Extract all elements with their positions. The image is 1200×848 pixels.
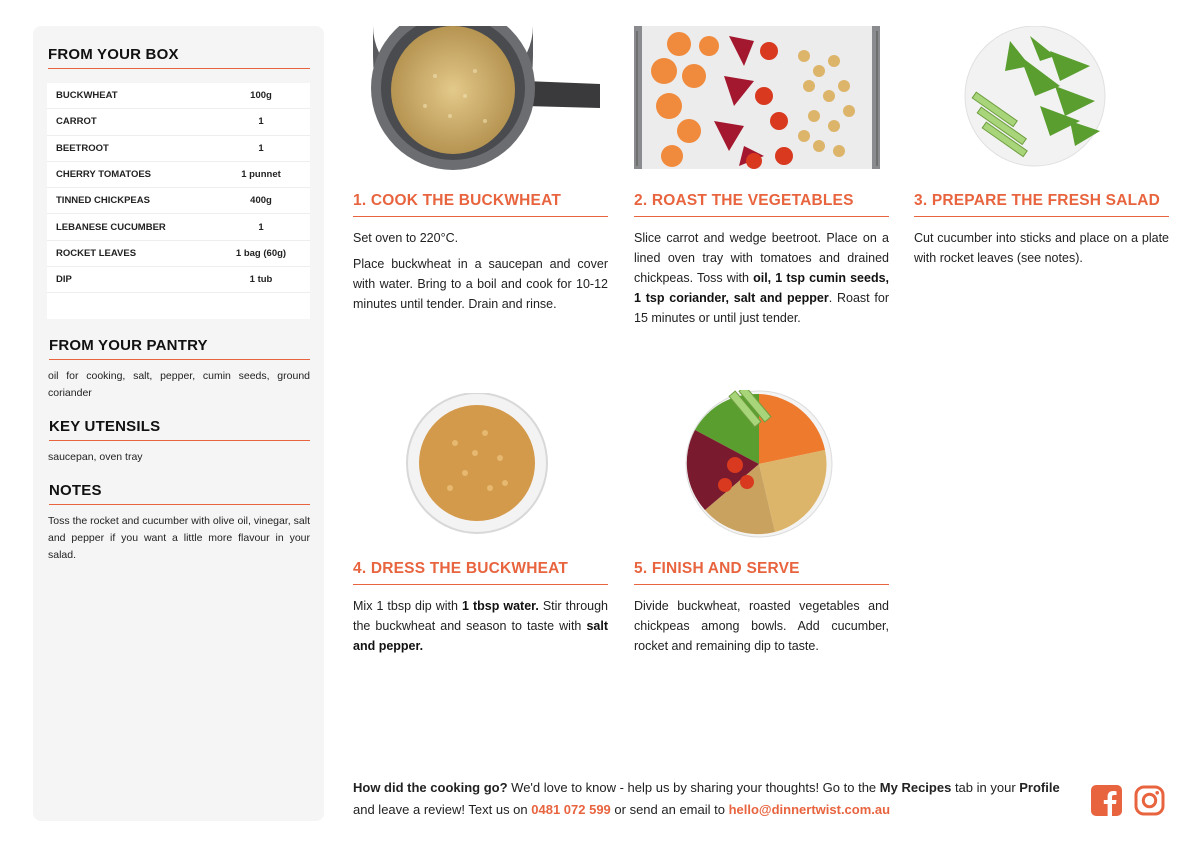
utensils-section: [47, 418, 310, 466]
feedback-question: How did the cooking go?: [353, 780, 508, 795]
ingredient-name: TINNED CHICKPEAS: [56, 195, 150, 207]
step-4-body: [353, 596, 608, 656]
ingredient-qty: 1 punnet: [241, 169, 281, 181]
step-2-text-bold: oil, 1 tsp cumin seeds, 1 tsp coriander, salt and pepper: [634, 271, 890, 305]
feedback-text-3: and leave a review! Text us on: [353, 802, 532, 817]
ingredient-name: BEETROOT: [56, 142, 109, 154]
buckwheat-bowl-photo: [405, 393, 550, 538]
step-4-text-a: Mix 1 tbsp dip with: [353, 599, 463, 613]
step-2: [634, 192, 889, 334]
step-1: [353, 192, 608, 320]
step-3-text: Cut cucumber into sticks and place on a plate with rocket leaves (see notes).: [914, 231, 1169, 265]
facebook-icon[interactable]: [1091, 785, 1122, 816]
step-4-text-bold-2: salt and pepper.: [353, 619, 608, 653]
ingredient-row: [47, 214, 310, 240]
ingredient-name: CARROT: [56, 116, 97, 128]
ingredient-qty: 100g: [250, 90, 272, 102]
ingredient-qty: 400g: [250, 195, 272, 207]
ingredients-table: [47, 83, 310, 319]
feedback-text-4: or send an email to: [610, 802, 729, 817]
ingredient-qty: 1: [258, 142, 264, 154]
finished-bowl-photo: [685, 390, 833, 538]
ingredient-row: [47, 188, 310, 214]
feedback-text-2: tab in your: [951, 780, 1020, 795]
pantry-text: oil for cooking, salt, pepper, cumin seeds, ground coriander: [48, 370, 310, 400]
ingredient-name: ROCKET LEAVES: [56, 247, 137, 259]
step-5-text: Divide buckwheat, roasted vegetables and chickpeas among bowls. Add cucumber, rocket and remaining dip to taste.: [634, 599, 889, 653]
oven-tray-photo: [634, 26, 880, 171]
ingredient-name: CHERRY TOMATOES: [56, 169, 152, 181]
ingredient-row: [47, 241, 310, 267]
step-2-text-c: . Roast for 15 minutes or until just tender.: [634, 291, 889, 325]
sidebar: [33, 26, 324, 821]
feedback-text-1: We'd love to know - help us by sharing your thoughts! Go to the: [507, 780, 880, 795]
ingredient-name: LEBANESE CUCUMBER: [56, 221, 166, 233]
step-1-title: 1. COOK THE BUCKWHEAT: [353, 192, 608, 217]
step-5: [634, 560, 889, 662]
ingredient-row: [47, 267, 310, 293]
notes-text: Toss the rocket and cucumber with olive oil, vinegar, salt and pepper if you want a little more flavour in your salad.: [48, 515, 310, 562]
ingredient-qty: 1: [258, 221, 264, 233]
step-4-text: [353, 596, 608, 656]
email-link[interactable]: hello@dinnertwist.com.au: [728, 802, 891, 817]
phone-link[interactable]: 0481 072 599: [531, 802, 611, 817]
ingredient-name: BUCKWHEAT: [56, 90, 118, 102]
utensils-text: saucepan, oven tray: [48, 451, 143, 464]
step-4-text-c: Stir through the buckwheat and season to taste with: [353, 599, 609, 633]
salad-plate-photo: [960, 26, 1110, 171]
from-your-box-heading: FROM YOUR BOX: [48, 46, 310, 69]
step-1-text-1: Set oven to 220°C.: [353, 231, 459, 245]
step-3-body: [914, 228, 1169, 268]
step-3: [914, 192, 1169, 274]
notes-section: [47, 482, 310, 564]
ingredient-row: [47, 109, 310, 135]
saucepan-photo: [355, 26, 605, 171]
step-5-body: [634, 596, 889, 656]
ingredient-qty: 1 bag (60g): [235, 247, 287, 259]
step-1-body: [353, 228, 608, 314]
step-5-title: 5. FINISH AND SERVE: [634, 560, 889, 585]
notes-heading: NOTES: [49, 482, 310, 505]
feedback-footer: [353, 777, 1073, 821]
ingredient-name: DIP: [56, 274, 72, 286]
ingredient-row: [47, 83, 310, 109]
step-2-body: [634, 228, 889, 328]
ingredient-row: [47, 162, 310, 188]
from-your-pantry-heading: FROM YOUR PANTRY: [49, 337, 310, 360]
pantry-section: [47, 337, 310, 402]
key-utensils-heading: KEY UTENSILS: [49, 418, 310, 441]
step-2-text: [634, 228, 889, 328]
step-4-title: 4. DRESS THE BUCKWHEAT: [353, 560, 608, 585]
my-recipes-link[interactable]: My Recipes: [879, 780, 952, 795]
ingredient-row: [47, 136, 310, 162]
ingredient-qty: 1: [258, 116, 264, 128]
step-1-text-2: Place buckwheat in a saucepan and cover with water. Bring to a boil and cook for 10-12 minutes until tender. Drain and rinse.: [353, 257, 608, 311]
step-2-title: 2. ROAST THE VEGETABLES: [634, 192, 889, 217]
step-4-text-bold-1: 1 tbsp water.: [462, 599, 539, 613]
step-2-text-a: Slice carrot and wedge beetroot. Place on a lined oven tray with tomatoes and drained chickpeas. Toss with: [634, 231, 889, 285]
instagram-icon[interactable]: [1134, 785, 1165, 816]
ingredient-qty: 1 tub: [249, 274, 273, 286]
step-3-title: 3. PREPARE THE FRESH SALAD: [914, 192, 1169, 217]
profile-link[interactable]: Profile: [1019, 780, 1060, 795]
step-4: [353, 560, 608, 662]
